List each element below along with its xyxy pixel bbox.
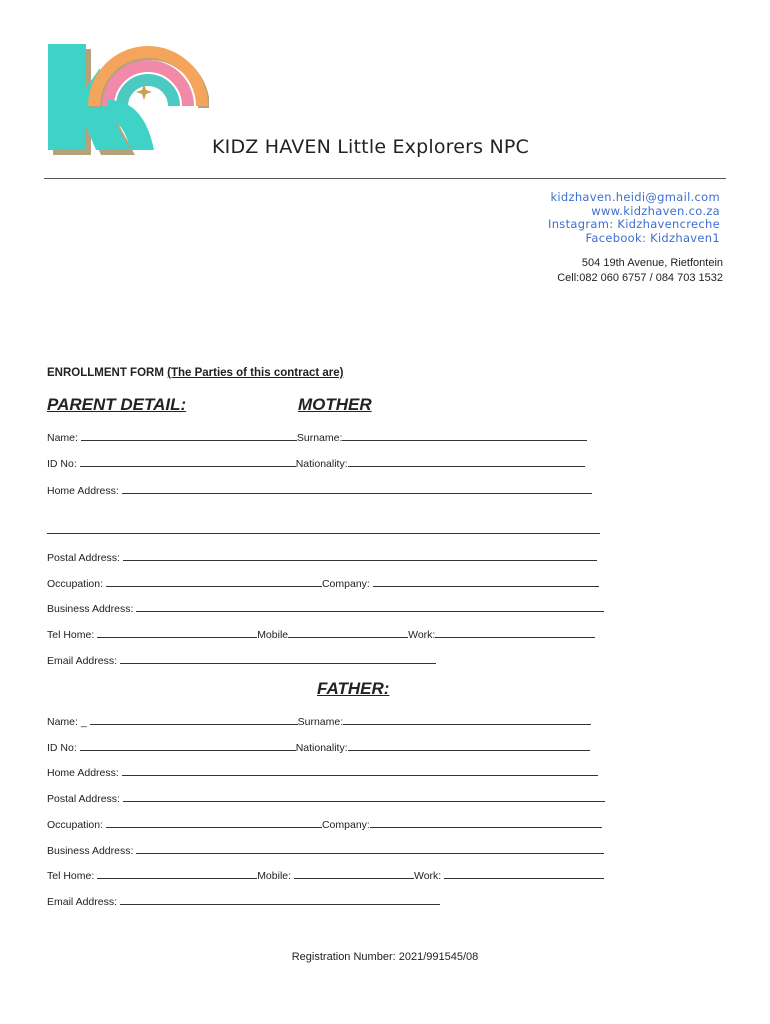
business-address-label: Business Address: [47,845,134,857]
father-occupation-row [47,816,602,831]
father-mobile-field[interactable] [294,867,414,879]
father-email-row [47,893,440,908]
street-address: 504 19th Avenue, Rietfontein [581,257,723,269]
mother-business-address-field[interactable] [136,600,604,612]
father-email-field[interactable] [120,893,440,905]
contact-website[interactable]: www.kidzhaven.co.za [591,204,720,218]
father-business-address-field[interactable] [136,842,604,854]
header-divider [44,178,726,179]
registration-number: Registration Number: 2021/991545/08 [291,951,479,963]
mother-nationality-field[interactable] [348,455,585,467]
contact-instagram[interactable]: Instagram: Kidzhavencreche [548,217,720,231]
mother-tel-home-field[interactable] [97,626,257,638]
postal-address-label: Postal Address: [47,793,120,805]
occupation-label: Occupation: [47,819,104,831]
father-heading: FATHER: [317,679,390,698]
form-title [47,367,343,379]
father-phone-row [47,867,604,882]
nationality-label: Nationality: [295,742,348,754]
mother-id-field[interactable] [80,455,296,467]
father-occupation-field[interactable] [106,816,322,828]
occupation-label: Occupation: [47,578,104,590]
father-postal-address-field[interactable] [123,790,605,802]
nationality-label: Nationality: [295,458,348,470]
mother-phone-row [47,626,595,641]
father-tel-home-field[interactable] [97,867,257,879]
mobile-label: Mobile: [257,870,292,882]
email-address-label: Email Address: [47,655,118,667]
mother-email-field[interactable] [120,652,436,664]
surname-label: Surname: [297,716,344,728]
company-label: Company: [321,578,370,590]
father-name-row [47,713,591,728]
mother-occupation-field[interactable] [106,575,322,587]
tel-home-label: Tel Home: [47,629,95,641]
mother-heading: MOTHER [298,395,372,414]
mother-id-row [47,455,585,470]
mother-name-row [47,429,587,444]
surname-label: Surname: [296,432,343,444]
mother-company-field[interactable] [373,575,599,587]
name-label: Name: _ [47,716,87,728]
id-no-label: ID No: [47,742,77,754]
mother-business-address-row [47,600,604,615]
father-id-row [47,739,590,754]
postal-address-label: Postal Address: [47,552,120,564]
home-address-label: Home Address: [47,767,119,779]
kidz-haven-logo [44,40,209,160]
father-home-address-field[interactable] [122,764,598,776]
work-label: Work: [408,629,436,641]
father-postal-address-row [47,790,605,805]
mother-home-address-field[interactable] [122,482,592,494]
father-work-field[interactable] [444,867,604,879]
father-id-field[interactable] [80,739,296,751]
mother-occupation-row [47,575,599,590]
mother-work-field[interactable] [435,626,595,638]
mother-email-row [47,652,436,667]
email-address-label: Email Address: [47,896,118,908]
mother-postal-address-field[interactable] [123,549,597,561]
organization-name: KIDZ HAVEN Little Explorers NPC [212,136,530,158]
parent-detail-heading: PARENT DETAIL: [47,395,187,414]
mother-postal-address-row [47,549,597,564]
father-company-field[interactable] [370,816,602,828]
father-nationality-field[interactable] [348,739,590,751]
work-label: Work: [413,870,442,882]
father-name-field[interactable] [90,713,298,725]
father-home-address-row [47,764,598,779]
mother-name-field[interactable] [81,429,297,441]
business-address-label: Business Address: [47,603,134,615]
name-label: Name: [47,432,78,444]
form-subtitle: (The Parties of this contract are) [167,367,344,379]
logo-k-rainbow-icon [44,40,209,160]
mother-home-address-row [47,482,592,497]
home-address-label: Home Address: [47,485,119,497]
mother-home-address-line2-field[interactable] [47,522,600,534]
father-surname-field[interactable] [343,713,591,725]
father-business-address-row [47,842,604,857]
id-no-label: ID No: [47,458,77,470]
mother-mobile-field[interactable] [288,626,408,638]
form-title-text: ENROLLMENT FORM [47,367,164,379]
contact-email[interactable]: kidzhaven.heidi@gmail.com [550,190,720,204]
cell-numbers: Cell:082 060 6757 / 084 703 1532 [557,272,723,284]
company-label: Company: [321,819,370,831]
mother-surname-field[interactable] [342,429,587,441]
contact-facebook[interactable]: Facebook: Kidzhaven1 [585,231,720,245]
mother-home-address-continued-row [47,522,600,537]
mobile-label: Mobile [257,629,289,641]
tel-home-label: Tel Home: [47,870,95,882]
